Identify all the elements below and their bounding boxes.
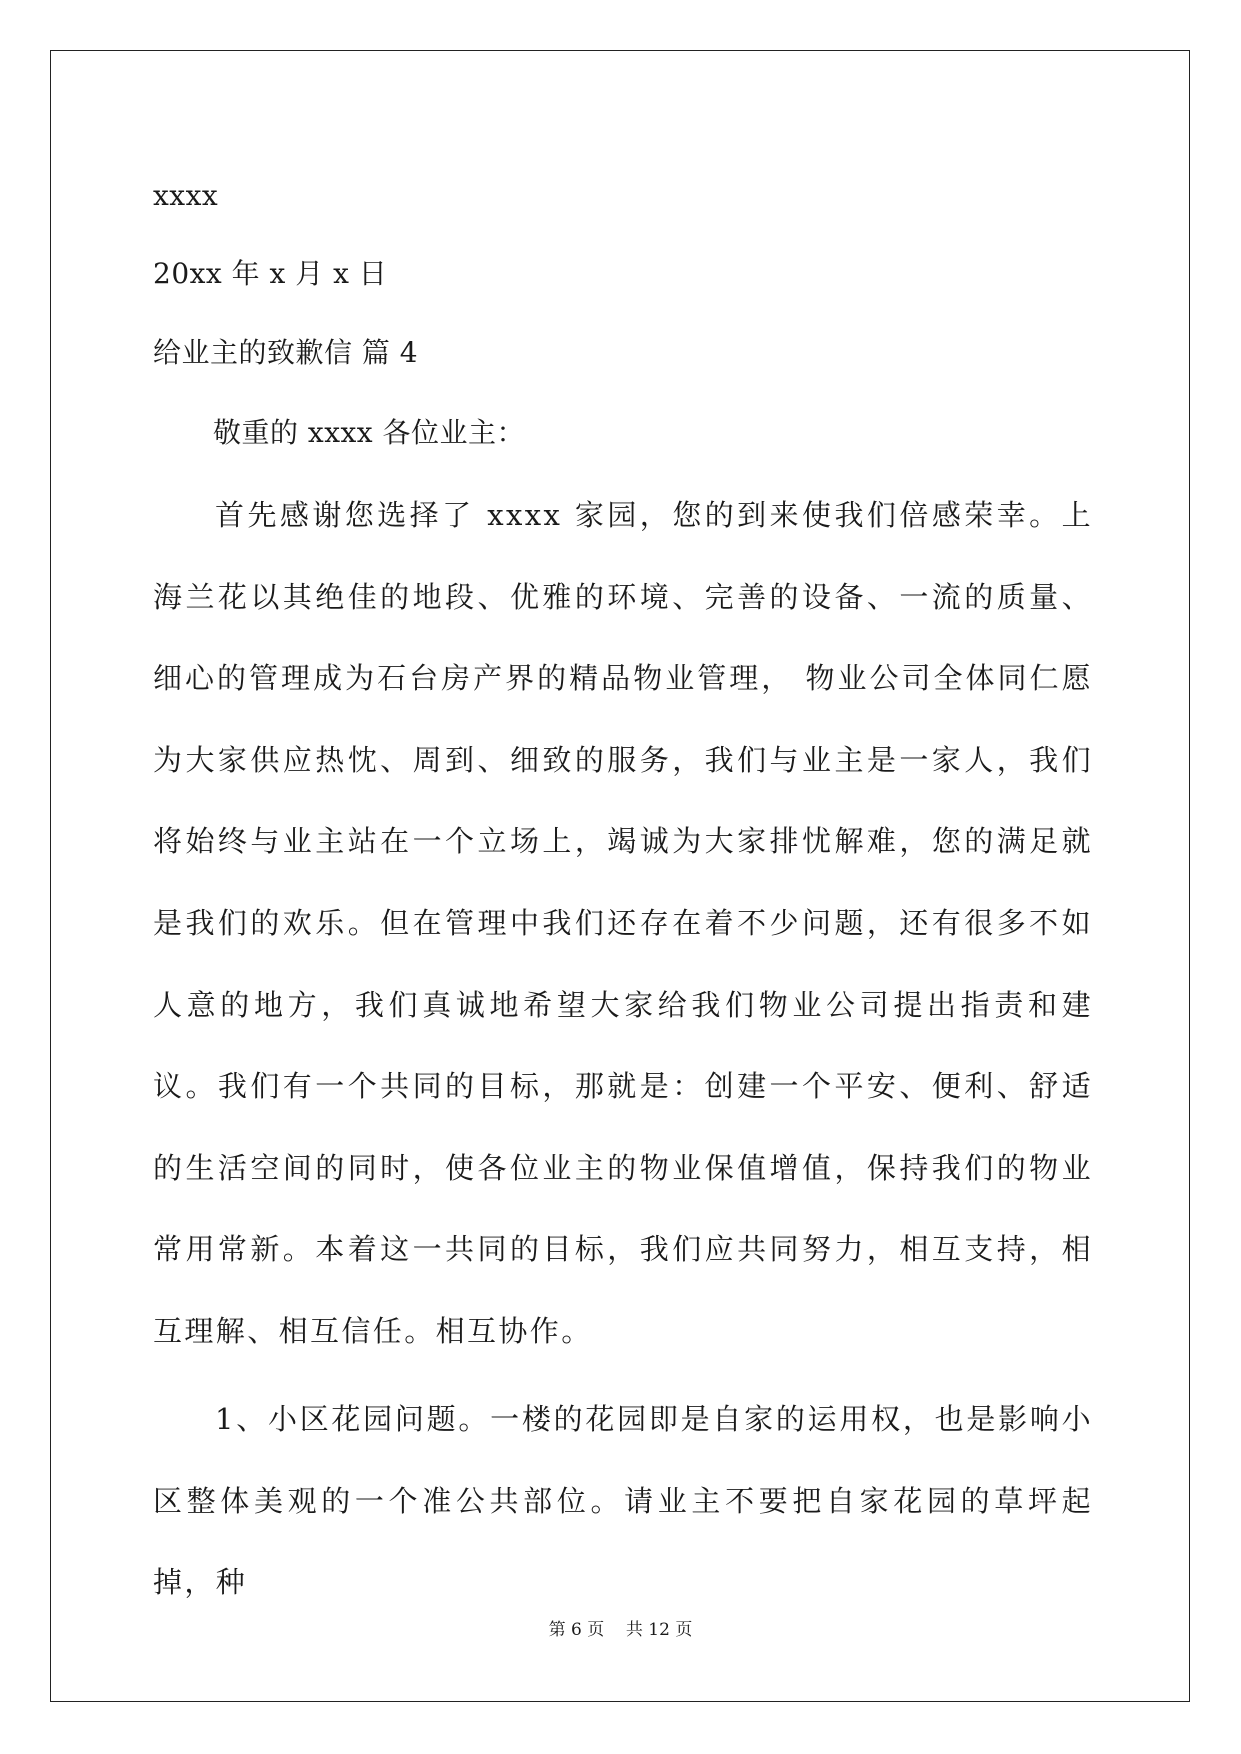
salutation: 敬重的 xxxx 各位业主： — [213, 416, 525, 449]
section-heading: 给业主的致歉信 篇 4 — [153, 336, 419, 369]
paragraph-intro: 首先感谢您选择了 xxxx 家园，您的到来使我们倍感荣幸。上海兰花以其绝佳的地段、优雅的环境、完善的设备、一流的质量、细心的管理成为石台房产界的精品物业管理， 物业公司全体同仁愿为大家供应热忱、周到、细致的服务，我们与业主是一家人，我们将始终与业主站在一个立场上，竭诚为大家排忧解难，您的满足就是我们的欢乐。但在管理中我们还存在着不少问题，还有很多不如人意的地方，我们真诚地希望大家给我们物业公司提出指责和建议。我们有一个共同的目标，那就是：创建一个平安、便利、舒适的生活空间的同时，使各位业主的物业保值增值，保持我们的物业常用常新。本着这一共同的目标，我们应共同努力，相互支持，相互理解、相互信任。相互协作。 — [153, 498, 1093, 1348]
signature-date: 20xx 年 x 月 x 日 — [153, 257, 388, 290]
page-indicator: 第 6 页 共 12 页 — [548, 1620, 693, 1640]
paragraph-item-1: 1、小区花园问题。一楼的花园即是自家的运用权，也是影响小区整体美观的一个准公共部位。请业主不要把自家花园的草坪起掉，种 — [153, 1402, 1093, 1600]
signature-name: xxxx — [153, 179, 219, 212]
